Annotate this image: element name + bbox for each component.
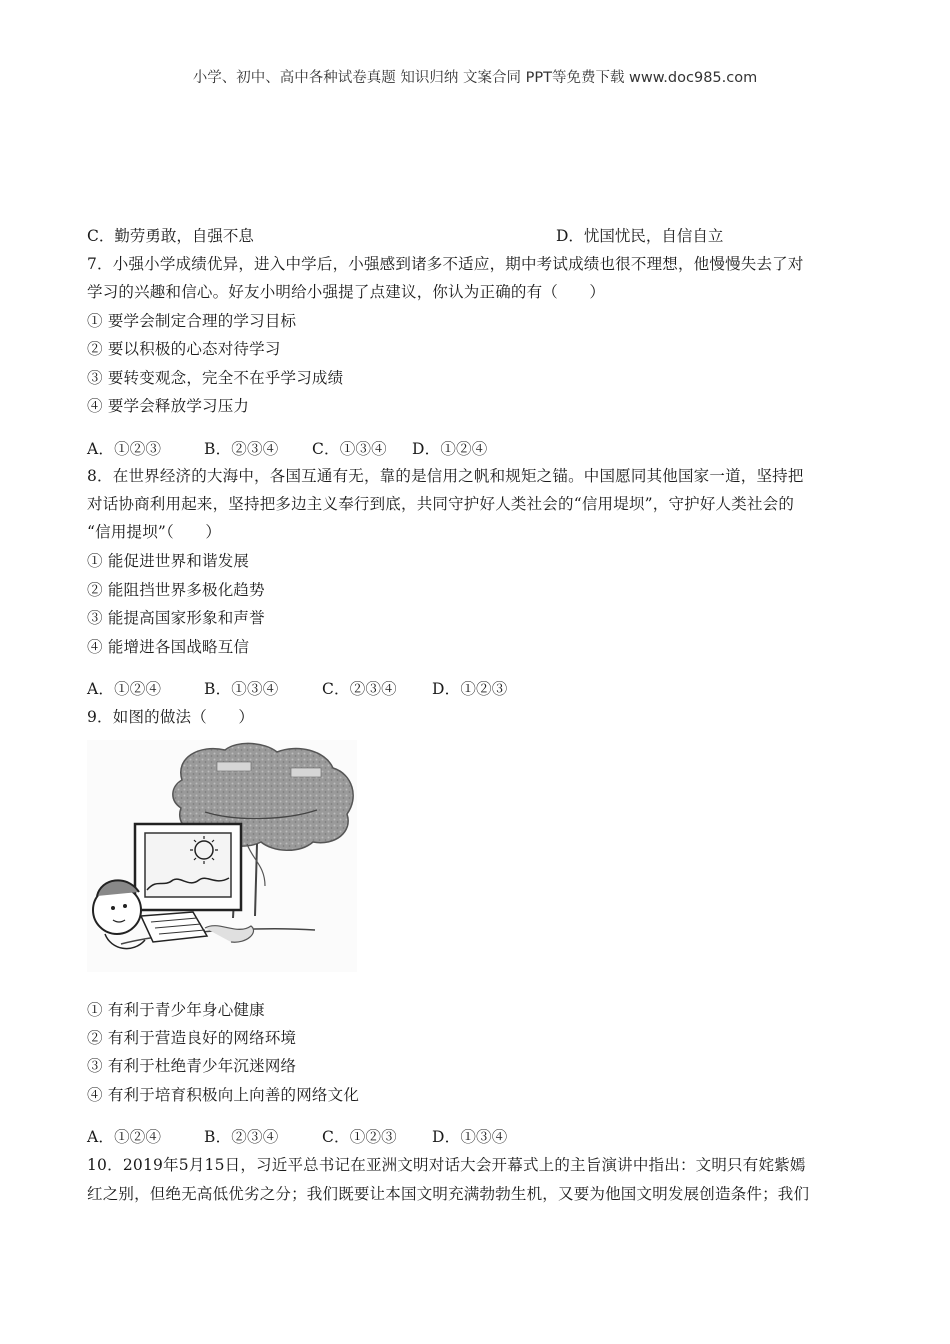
q8-option-b: B．①③④ bbox=[204, 680, 279, 698]
q8-item-3: ③ 能提高国家形象和声誉 bbox=[87, 609, 265, 627]
q8-option-c: C．②③④ bbox=[322, 680, 397, 698]
q9-stem: 9．如图的做法（ ） bbox=[87, 708, 255, 726]
page-header: 小学、初中、高中各种试卷真题 知识归纳 文案合同 PPT等免费下载 www.doc985.com bbox=[192, 70, 758, 86]
q8-item-2: ② 能阻挡世界多极化趋势 bbox=[87, 581, 265, 599]
q7-option-d: D．①②④ bbox=[412, 440, 488, 458]
q10-stem-line-1: 10．2019年5月15日，习近平总书记在亚洲文明对话大会开幕式上的主旨演讲中指出：文明只有姹紫嫣 bbox=[87, 1156, 806, 1174]
q8-stem-line-3: “信用提坝”（ ） bbox=[87, 523, 222, 541]
q8-stem-line-2: 对话协商利用起来，坚持把多边主义奉行到底，共同守护好人类社会的“信用堤坝”，守护好人类社会的 bbox=[87, 495, 795, 513]
q7-option-b: B．②③④ bbox=[204, 440, 279, 458]
q9-item-2: ② 有利于营造良好的网络环境 bbox=[87, 1029, 297, 1047]
q9-options bbox=[87, 1125, 507, 1147]
q7-options bbox=[87, 437, 487, 459]
q9-option-a: A．①②④ bbox=[87, 1128, 162, 1146]
q9-item-4: ④ 有利于培育积极向上向善的网络文化 bbox=[87, 1086, 360, 1104]
q9-option-c: C．①②③ bbox=[322, 1128, 397, 1146]
q6-option-d: D．忧国忧民，自信自立 bbox=[556, 227, 724, 245]
q7-item-1: ① 要学会制定合理的学习目标 bbox=[87, 312, 297, 330]
q9-option-d: D．①③④ bbox=[432, 1128, 508, 1146]
q8-stem-line-1: 8．在世界经济的大海中，各国互通有无，靠的是信用之帆和规矩之锚。中国愿同其他国家一道，坚持把 bbox=[87, 467, 804, 485]
q7-option-c: C．①③④ bbox=[312, 440, 387, 458]
q8-option-a: A．①②④ bbox=[87, 680, 162, 698]
q6-option-c: C．勤劳勇敢，自强不息 bbox=[87, 227, 254, 245]
q7-item-2: ② 要以积极的心态对待学习 bbox=[87, 340, 281, 358]
q7-option-a: A．①②③ bbox=[87, 440, 162, 458]
q7-item-3: ③ 要转变观念，完全不在乎学习成绩 bbox=[87, 369, 344, 387]
q10-stem-line-2: 红之别，但绝无高低优劣之分；我们既要让本国文明充满勃勃生机，又要为他国文明发展创造条件；我们 bbox=[87, 1185, 810, 1203]
q9-item-3: ③ 有利于杜绝青少年沉迷网络 bbox=[87, 1057, 297, 1075]
q8-options bbox=[87, 677, 507, 699]
q8-item-4: ④ 能增进各国战略互信 bbox=[87, 638, 250, 656]
q7-item-4: ④ 要学会释放学习压力 bbox=[87, 397, 250, 415]
q7-stem-line-2: 学习的兴趣和信心。好友小明给小强提了点建议，你认为正确的有（ ） bbox=[87, 283, 606, 301]
q8-item-1: ① 能促进世界和谐发展 bbox=[87, 552, 250, 570]
q9-illustration bbox=[87, 740, 357, 972]
cartoon-computer-image bbox=[87, 740, 357, 972]
q8-option-d: D．①②③ bbox=[432, 680, 508, 698]
q7-stem-line-1: 7．小强小学成绩优异，进入中学后，小强感到诸多不适应，期中考试成绩也很不理想，他慢慢失去了对 bbox=[87, 255, 804, 273]
q9-item-1: ① 有利于青少年身心健康 bbox=[87, 1001, 265, 1019]
q9-option-b: B．②③④ bbox=[204, 1128, 279, 1146]
